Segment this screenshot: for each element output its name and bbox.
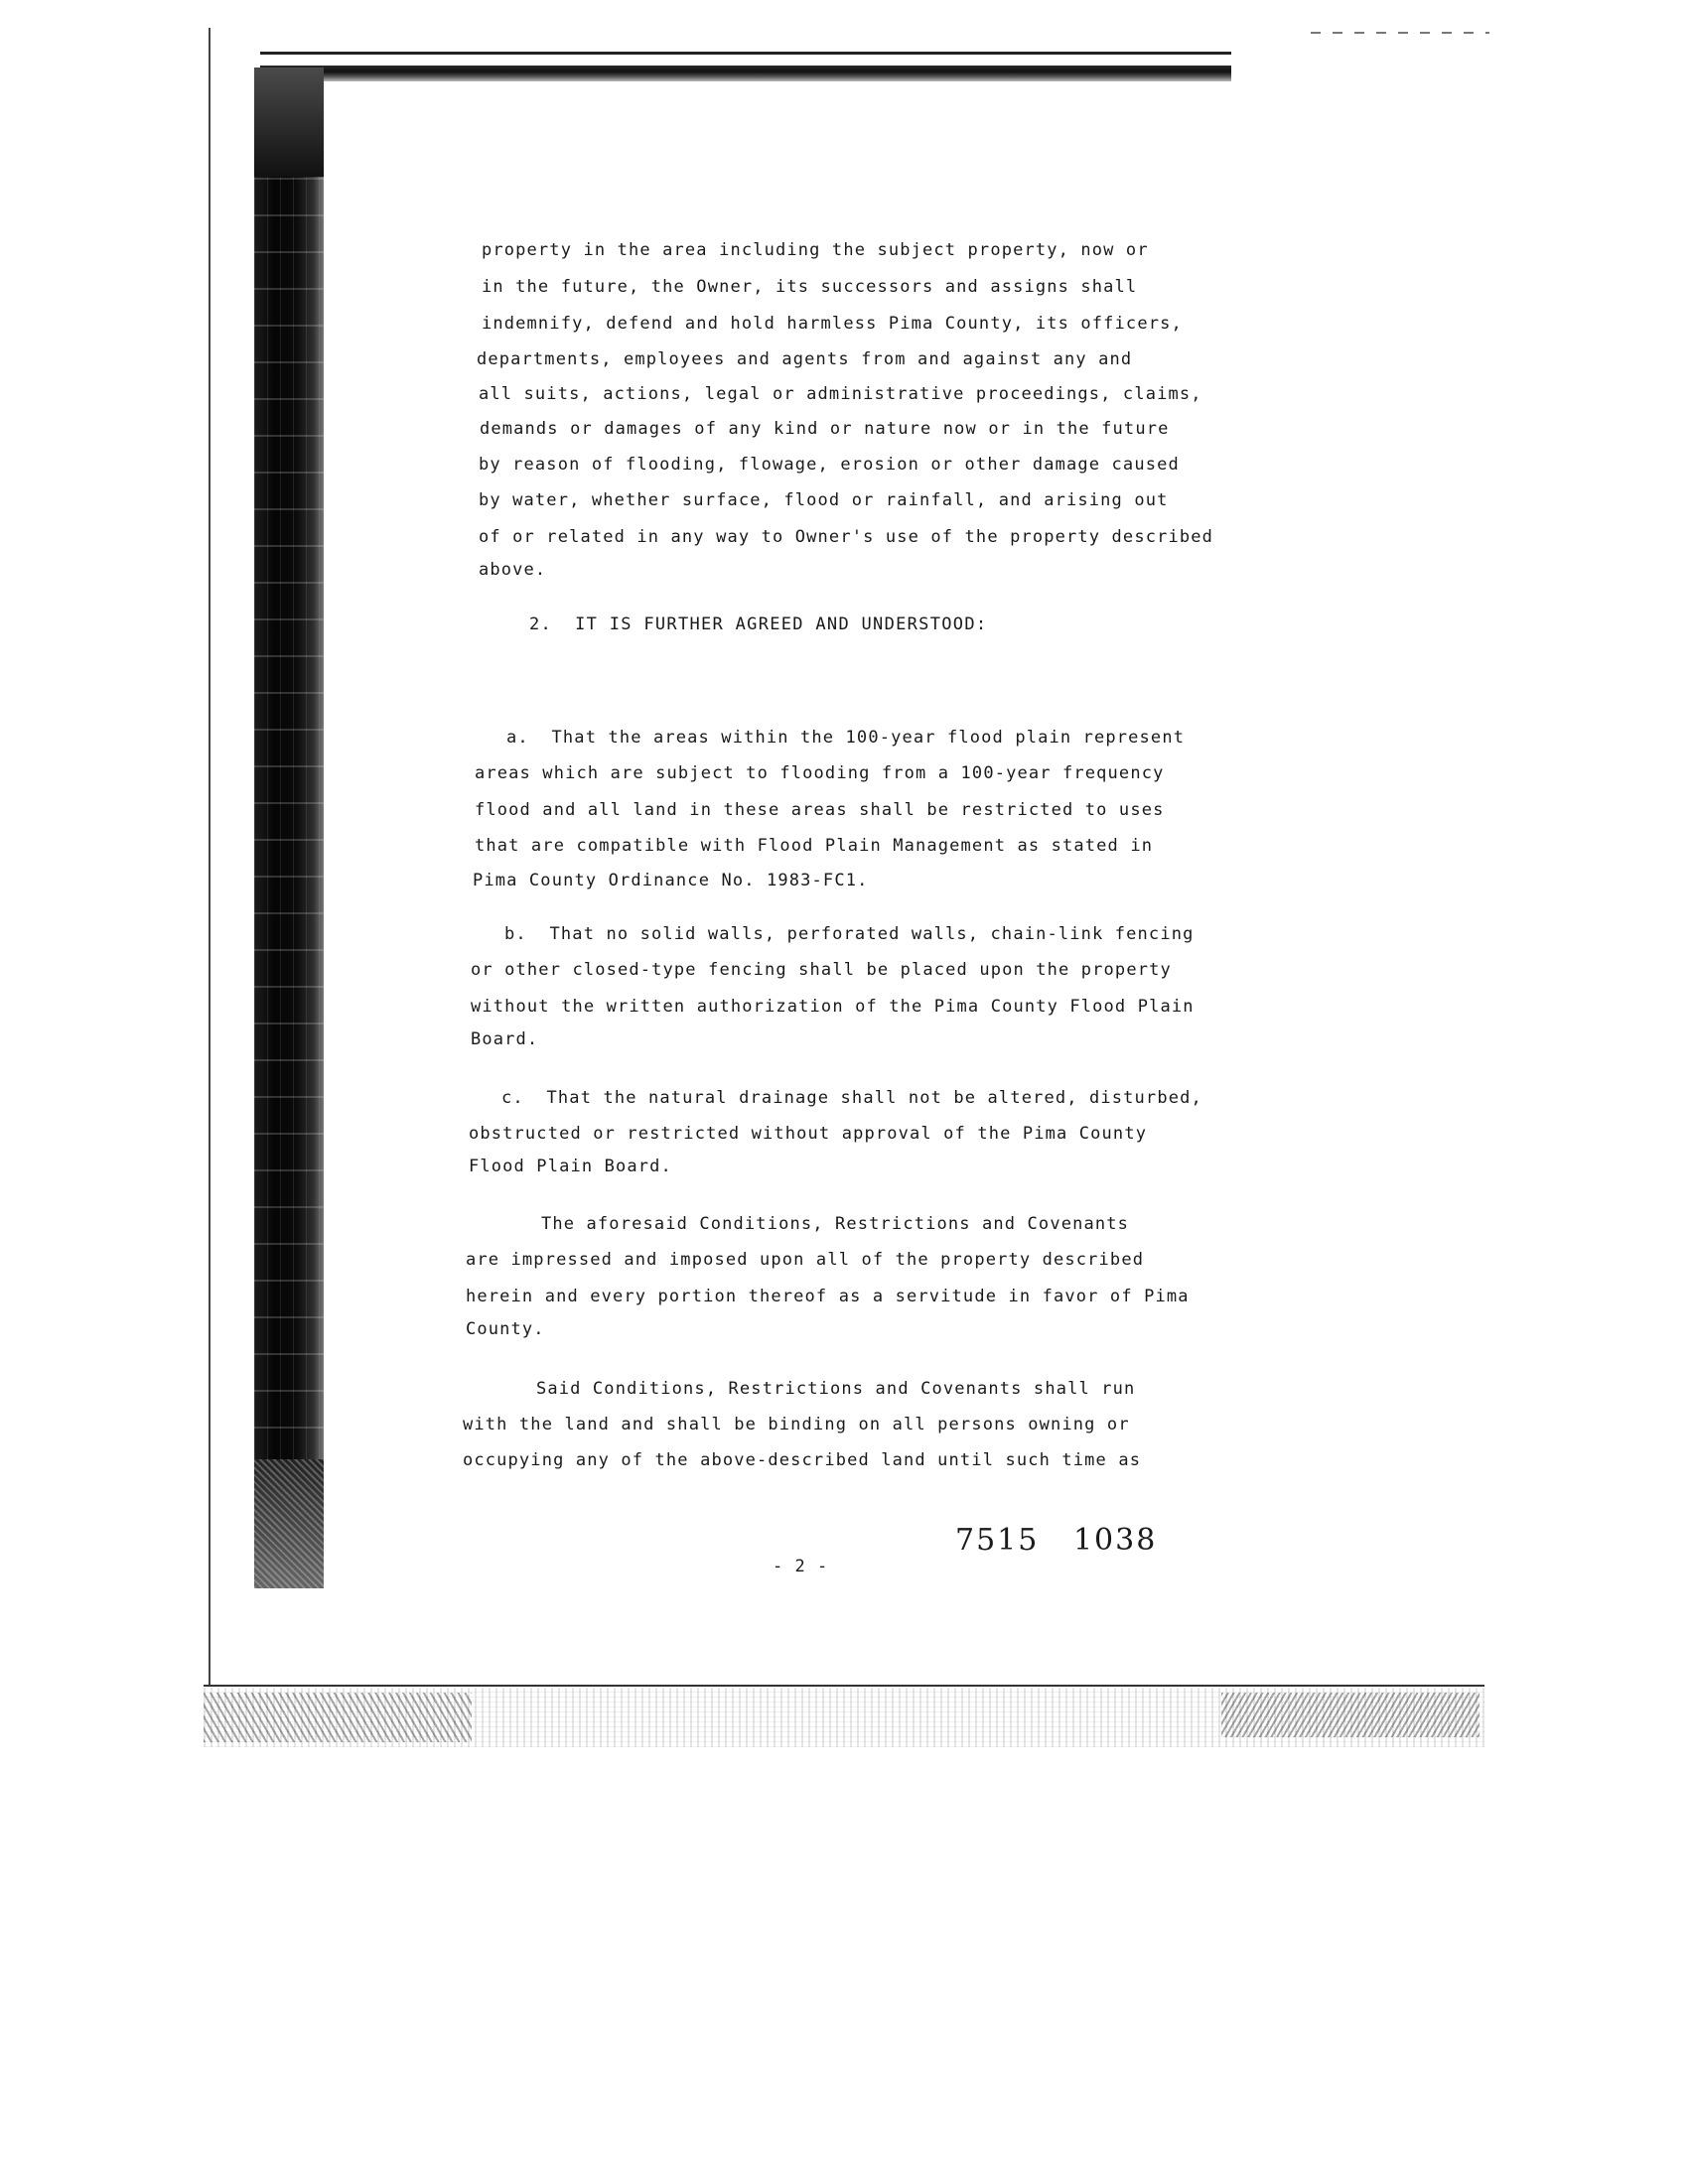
item-a-line: areas which are subject to flooding from a 100-year frequency: [475, 763, 1165, 783]
item-c-line: obstructed or restricted without approval of the Pima County: [469, 1124, 1148, 1144]
paragraph-1-line: property in the area including the subject property, now or: [482, 240, 1149, 260]
scan-left-border: [209, 28, 211, 1686]
item-c-line: c. That the natural drainage shall not be altered, disturbed,: [501, 1088, 1202, 1108]
aforesaid-paragraph-line: are impressed and imposed upon all of the property described: [466, 1250, 1145, 1270]
paragraph-1-line: in the future, the Owner, its successors and assigns shall: [482, 277, 1138, 297]
item-b-line: or other closed-type fencing shall be placed upon the property: [471, 960, 1172, 980]
section-2-heading: 2. IT IS FURTHER AGREED AND UNDERSTOOD:: [529, 614, 988, 634]
scan-binding-shadow: [254, 68, 324, 1586]
paragraph-1-line: of or related in any way to Owner's use of the property described: [479, 527, 1214, 547]
item-a-line: that are compatible with Flood Plain Management as stated in: [475, 836, 1154, 856]
paragraph-1-line: indemnify, defend and hold harmless Pima County, its officers,: [482, 314, 1183, 334]
aforesaid-paragraph-line: County.: [466, 1319, 545, 1339]
page-number: - 2 -: [773, 1557, 829, 1576]
paragraph-1-line: demands or damages of any kind or nature now or in the future: [480, 419, 1170, 439]
aforesaid-paragraph-line: The aforesaid Conditions, Restrictions and Covenants: [541, 1214, 1130, 1234]
scan-top-rule: [260, 52, 1231, 55]
paragraph-1-line: all suits, actions, legal or administrative proceedings, claims,: [479, 384, 1202, 404]
paragraph-1-line: by reason of flooding, flowage, erosion or other damage caused: [479, 455, 1180, 475]
recording-number: 7515 1038: [955, 1523, 1158, 1558]
scan-noise-right: [1221, 1693, 1480, 1737]
paragraph-1-line: by water, whether surface, flood or rainfall, and arising out: [479, 490, 1169, 510]
said-paragraph-line: occupying any of the above-described land until such time as: [463, 1450, 1142, 1470]
said-paragraph-line: Said Conditions, Restrictions and Covenants shall run: [536, 1379, 1136, 1399]
said-paragraph-line: with the land and shall be binding on all persons owning or: [463, 1415, 1130, 1434]
scan-binding-shadow-bottom: [254, 1459, 324, 1588]
paragraph-1-line: departments, employees and agents from and against any and: [477, 349, 1133, 369]
scan-binding-shadow-top: [254, 68, 324, 177]
item-a-line: flood and all land in these areas shall be restricted to uses: [475, 800, 1165, 820]
paragraph-1-line: above.: [479, 560, 547, 580]
scan-noise-left: [204, 1693, 472, 1742]
scan-top-band: [260, 66, 1231, 81]
item-b-line: Board.: [471, 1029, 539, 1049]
item-c-line: Flood Plain Board.: [469, 1157, 672, 1176]
item-b-line: without the written authorization of the Pima County Flood Plain: [471, 997, 1195, 1017]
aforesaid-paragraph-line: herein and every portion thereof as a servitude in favor of Pima: [466, 1287, 1190, 1306]
scan-bottom-rule: [204, 1685, 1484, 1687]
item-a-line: Pima County Ordinance No. 1983-FC1.: [473, 871, 869, 890]
item-b-line: b. That no solid walls, perforated walls, chain-link fencing: [504, 924, 1195, 944]
scan-top-right-marks: [1311, 32, 1489, 34]
item-a-line: a. That the areas within the 100-year flood plain represent: [506, 728, 1186, 748]
